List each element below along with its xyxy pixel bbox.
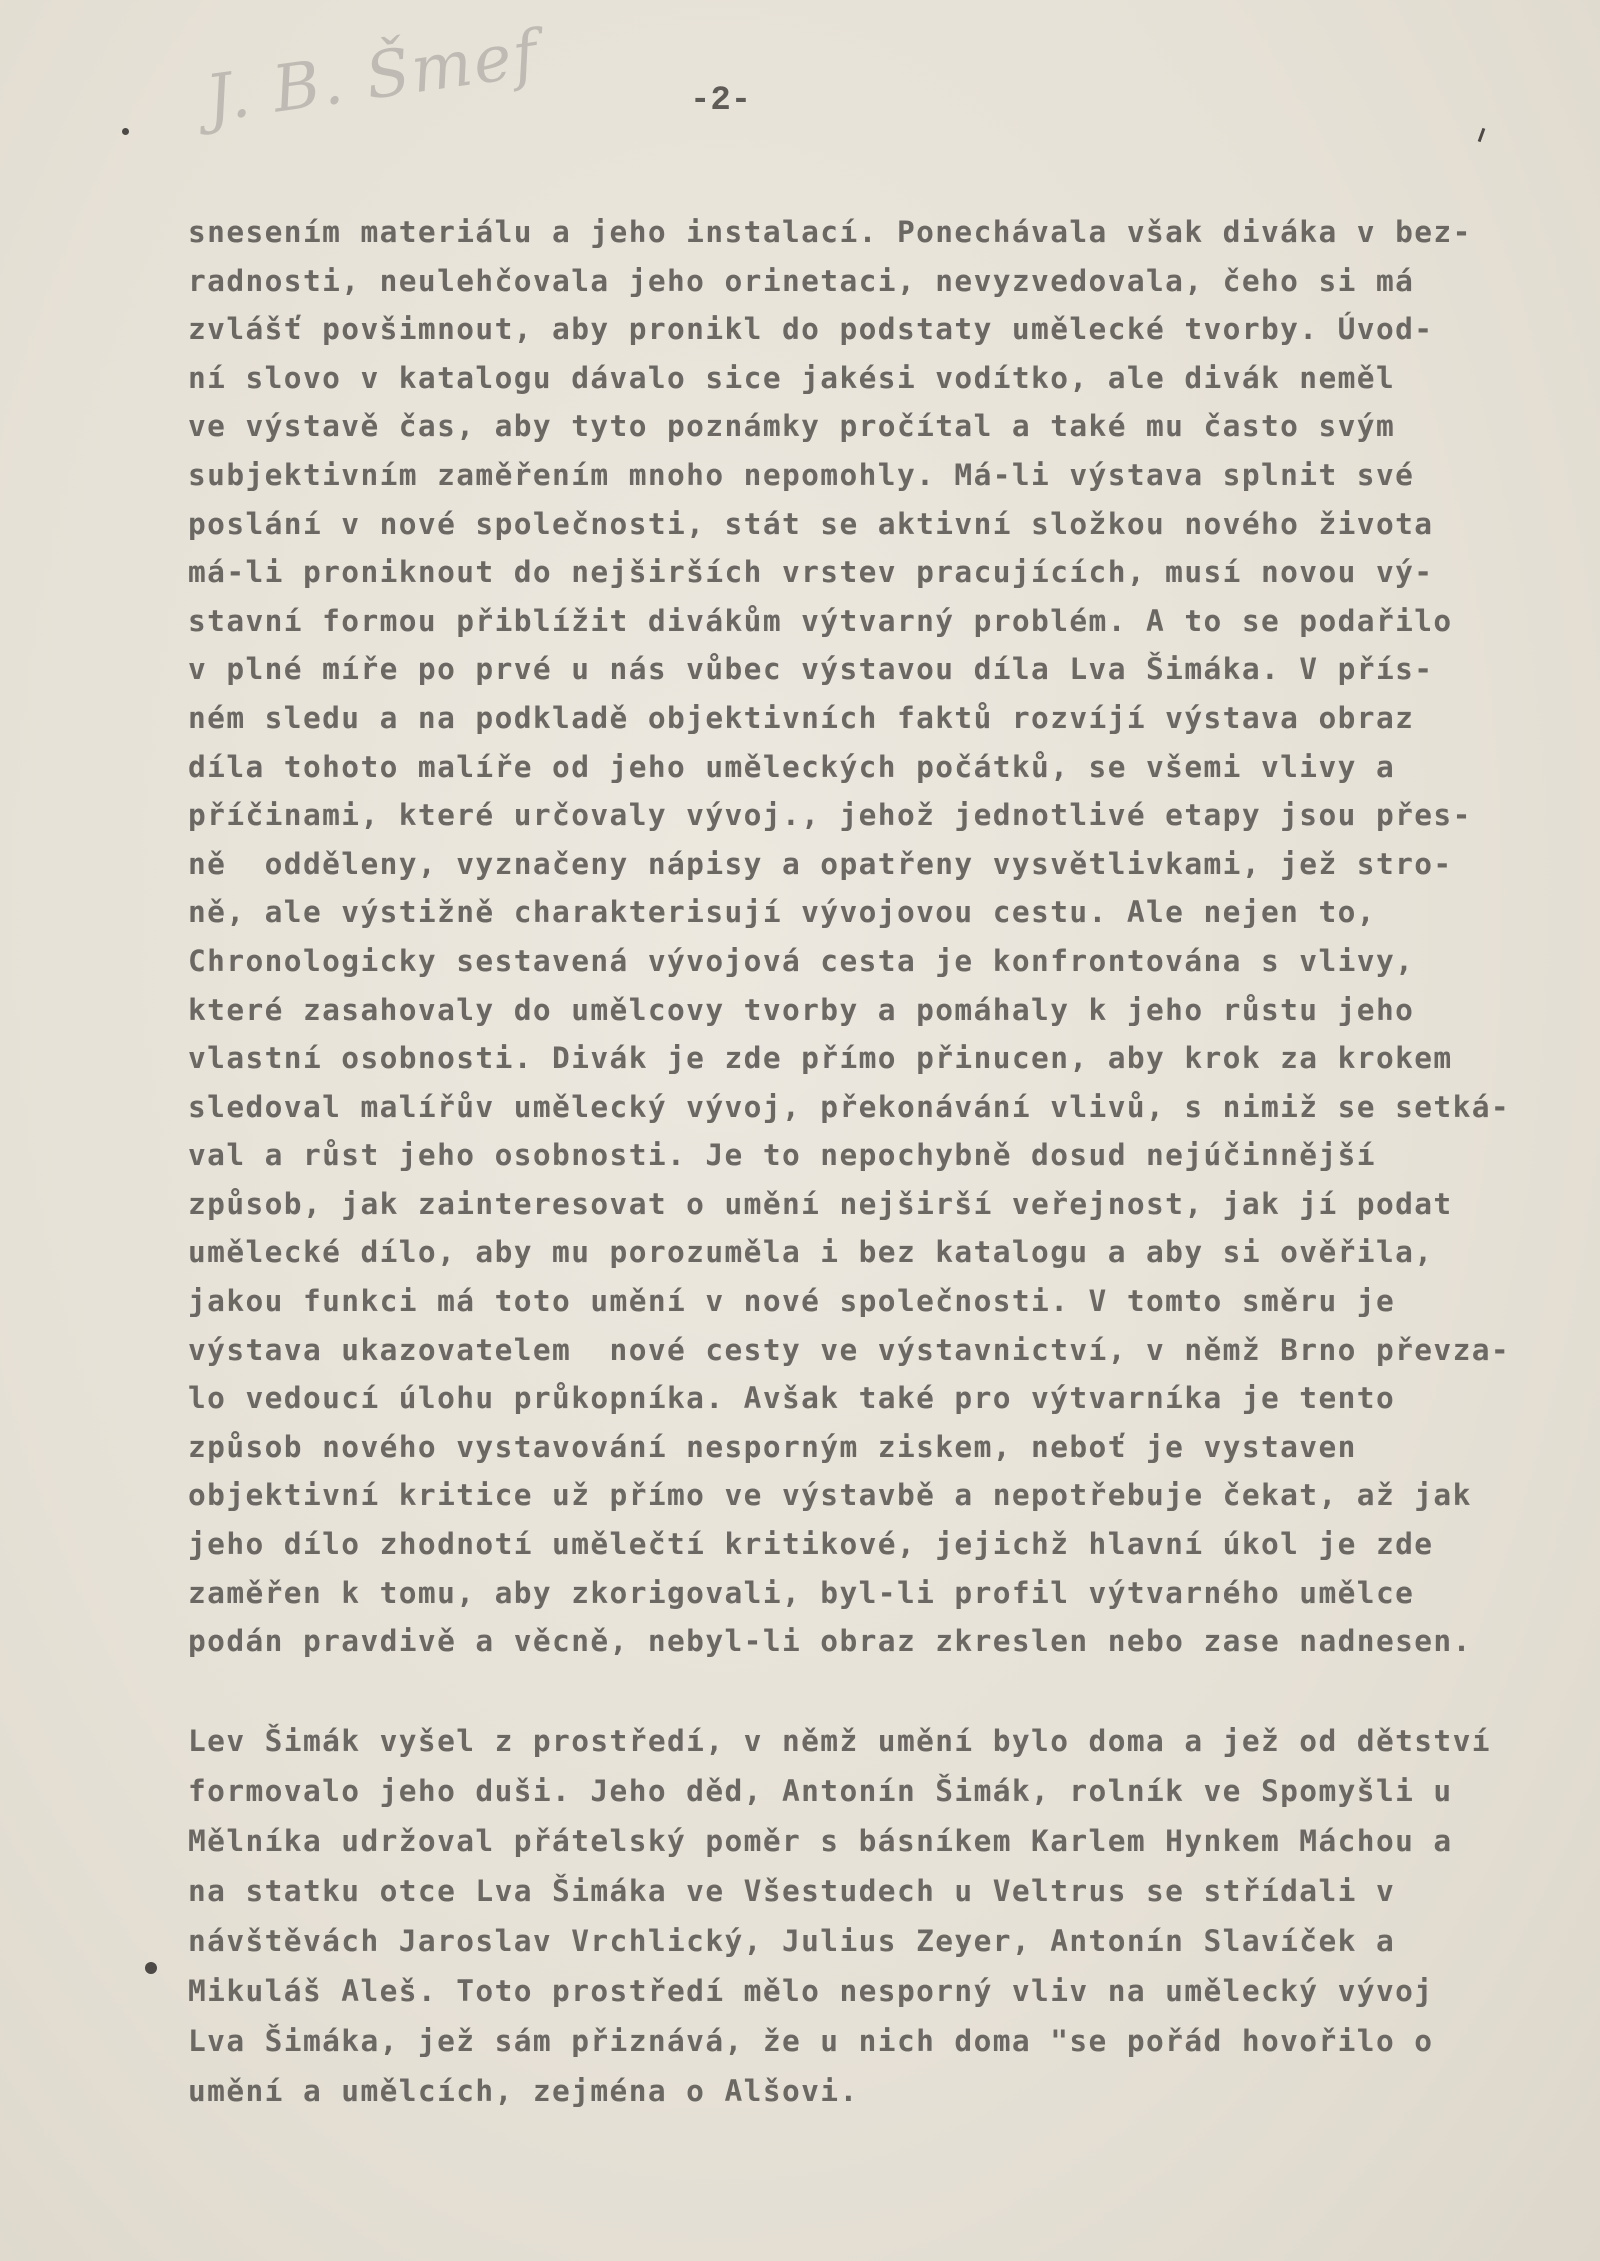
text-line: příčinami, které určovaly vývoj., jehož jednotlivé etapy jsou přes- <box>188 798 1472 833</box>
text-line: jakou funkci má toto umění v nové společnosti. V tomto směru je <box>188 1284 1396 1319</box>
text-line: Chronologicky sestavená vývojová cesta je konfrontována s vlivy, <box>188 943 1415 978</box>
text-line: sledoval malířův umělecký vývoj, překonávání vlivů, s nimiž se setká- <box>188 1089 1511 1124</box>
text-line: formovalo jeho duši. Jeho děd, Antonín Šimák, rolník ve Spomyšli u <box>188 1774 1453 1808</box>
text-line: lo vedoucí úlohu průkopníka. Avšak také pro výtvarníka je tento <box>188 1381 1396 1416</box>
text-line: umění a umělcích, zejména o Alšovi. <box>188 2074 859 2108</box>
text-line: objektivní kritice už přímo ve výstavbě a nepotřebuje čekat, až jak <box>188 1478 1472 1513</box>
paragraph-1 <box>188 208 1568 1666</box>
text-line: zvlášť povšimnout, aby pronikl do podstaty umělecké tvorby. Úvod- <box>188 312 1434 347</box>
text-line: v plné míře po prvé u nás vůbec výstavou díla Lva Šimáka. V přís- <box>188 652 1434 687</box>
text-line: díla tohoto malíře od jeho uměleckých počátků, se všemi vlivy a <box>188 749 1396 784</box>
text-line: stavní formou přiblížit divákům výtvarný problém. A to se podařilo <box>188 603 1453 638</box>
text-line: které zasahovaly do umělcovy tvorby a pomáhaly k jeho růstu jeho <box>188 992 1415 1027</box>
text-line: má-li proniknout do nejširších vrstev pracujících, musí novou vý- <box>188 555 1434 590</box>
paragraph-2 <box>188 1716 1568 2116</box>
text-line: vlastní osobnosti. Divák je zde přímo přinucen, aby krok za krokem <box>188 1041 1453 1076</box>
text-line: ném sledu a na podkladě objektivních faktů rozvíjí výstava obraz <box>188 700 1415 735</box>
text-line: snesením materiálu a jeho instalací. Ponechávala však diváka v bez- <box>188 215 1472 249</box>
text-line: na statku otce Lva Šimáka ve Všestudech u Veltrus se střídali v <box>188 1874 1396 1908</box>
text-line: zaměřen k tomu, aby zkorigovali, byl-li profil výtvarného umělce <box>188 1575 1415 1610</box>
text-line: ní slovo v katalogu dávalo sice jakési vodítko, ale divák neměl <box>188 360 1396 395</box>
text-line: ně, ale výstižně charakterisují vývojovou cestu. Ale nejen to, <box>188 895 1376 930</box>
text-line: Lva Šimáka, jež sám přiznává, že u nich doma "se pořád hovořilo o <box>188 2024 1434 2058</box>
text-line: val a růst jeho osobnosti. Je to nepochybně dosud nejúčinnější <box>188 1138 1376 1173</box>
page-number: -2- <box>690 82 752 120</box>
text-line: výstava ukazovatelem nové cesty ve výstavnictví, v němž Brno převza- <box>188 1332 1511 1367</box>
ink-dot <box>122 128 129 135</box>
text-line: Lev Šimák vyšel z prostředí, v němž umění bylo doma a jež od dětství <box>188 1724 1491 1758</box>
text-line: ně odděleny, vyznačeny nápisy a opatřeny vysvětlivkami, jež stro- <box>188 846 1453 881</box>
text-line: jeho dílo zhodnotí umělečtí kritikové, jejichž hlavní úkol je zde <box>188 1527 1434 1562</box>
handwritten-signature: J. B. Šmef <box>201 17 544 137</box>
text-line: způsob, jak zainteresovat o umění nejširší veřejnost, jak jí podat <box>188 1186 1453 1221</box>
text-line: umělecké dílo, aby mu porozuměla i bez katalogu a aby si ověřila, <box>188 1235 1434 1270</box>
text-line: návštěvách Jaroslav Vrchlický, Julius Zeyer, Antonín Slavíček a <box>188 1924 1396 1958</box>
text-line: způsob nového vystavování nesporným ziskem, neboť je vystaven <box>188 1429 1357 1464</box>
text-line: poslání v nové společnosti, stát se aktivní složkou nového života <box>188 506 1434 541</box>
text-line: podán pravdivě a věcně, nebyl-li obraz zkreslen nebo zase nadnesen. <box>188 1624 1472 1659</box>
text-line: Mikuláš Aleš. Toto prostředí mělo nesporný vliv na umělecký vývoj <box>188 1974 1434 2008</box>
ink-dot <box>145 1962 157 1974</box>
text-line: radnosti, neulehčovala jeho orinetaci, nevyzvedovala, čeho si má <box>188 263 1415 298</box>
text-line: ve výstavě čas, aby tyto poznámky pročítal a také mu často svým <box>188 409 1396 444</box>
text-line: Mělníka udržoval přátelský poměr s básníkem Karlem Hynkem Máchou a <box>188 1824 1453 1858</box>
text-line: subjektivním zaměřením mnoho nepomohly. Má-li výstava splnit své <box>188 457 1415 492</box>
